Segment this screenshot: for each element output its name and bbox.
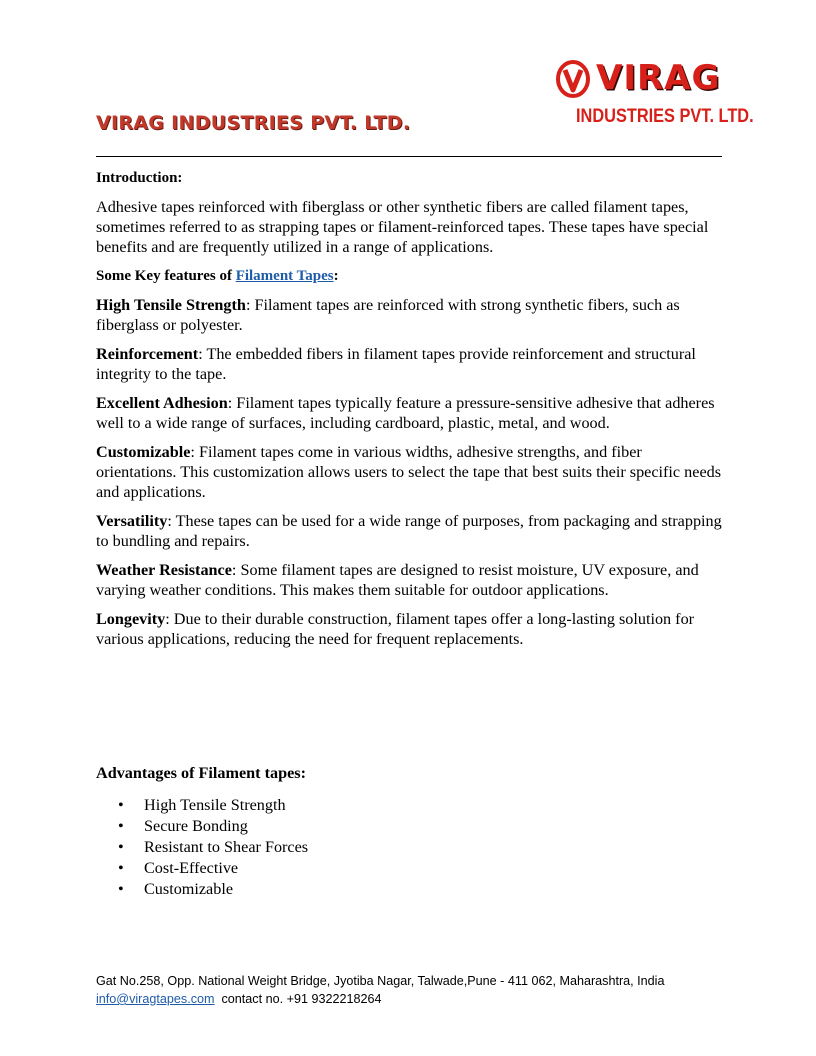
- key-features-prefix: Some Key features of: [96, 268, 236, 284]
- company-title: VIRAG INDUSTRIES PVT. LTD.: [96, 112, 411, 134]
- list-item: [118, 858, 308, 879]
- feature-text: : Filament tapes come in various widths, adhesive strengths, and fiber orientations. This customization allows users to select the tape that best suits their specific needs and applications.: [96, 443, 722, 501]
- intro-paragraph: Adhesive tapes reinforced with fiberglass or other synthetic fibers are called filament tapes, sometimes referred to as strapping tapes or filament-reinforced tapes. These tapes have special benefits and are frequently utilized in a range of applications.: [96, 198, 709, 256]
- feature-item: [96, 295, 722, 335]
- page-footer: [96, 972, 664, 1008]
- bullet-icon: •: [118, 817, 124, 835]
- logo-subtitle: INDUSTRIES PVT. LTD.: [576, 106, 754, 127]
- feature-text: : Some filament tapes are designed to resist moisture, UV exposure, and varying weather conditions. This makes them suitable for outdoor applications.: [96, 561, 699, 599]
- advantages-list: [118, 795, 308, 900]
- main-content: [96, 168, 722, 649]
- feature-term: Customizable: [96, 443, 191, 461]
- feature-item: [96, 393, 722, 433]
- bullet-icon: •: [118, 796, 124, 814]
- footer-contact: contact no. +91 9322218264: [214, 992, 382, 1006]
- advantage-text: Customizable: [144, 880, 234, 898]
- footer-address: Gat No.258, Opp. National Weight Bridge, Jyotiba Nagar, Talwade,Pune - 411 062, Maharashtra, India: [96, 974, 665, 988]
- feature-term: Reinforcement: [96, 345, 199, 363]
- logo-emblem-icon: [556, 60, 590, 98]
- advantages-heading: Advantages of Filament tapes:: [96, 764, 306, 782]
- company-logo: [552, 58, 754, 134]
- advantage-text: Secure Bonding: [144, 817, 248, 835]
- feature-term: Weather Resistance: [96, 561, 232, 579]
- bullet-icon: •: [118, 859, 124, 877]
- feature-item: [96, 344, 722, 384]
- feature-text: : Due to their durable construction, filament tapes offer a long-lasting solution for various applications, reducing the need for frequent replacements.: [96, 610, 695, 648]
- feature-term: Excellent Adhesion: [96, 394, 228, 412]
- key-features-heading: [96, 266, 722, 286]
- feature-term: High Tensile Strength: [96, 296, 246, 314]
- feature-text: : Filament tapes typically feature a pressure-sensitive adhesive that adheres well to a wide range of surfaces, including cardboard, plastic, metal, and wood.: [96, 394, 715, 432]
- list-item: [118, 816, 308, 837]
- bullet-icon: •: [118, 838, 124, 856]
- advantage-text: Resistant to Shear Forces: [144, 838, 309, 856]
- feature-term: Versatility: [96, 512, 168, 530]
- feature-item: [96, 609, 722, 649]
- key-features-suffix: :: [333, 268, 339, 284]
- feature-text: : The embedded fibers in filament tapes provide reinforcement and structural integrity to the tape.: [96, 345, 696, 383]
- footer-contact-line: [96, 990, 664, 1008]
- advantage-text: Cost-Effective: [144, 859, 239, 877]
- list-item: [118, 795, 308, 816]
- feature-term: Longevity: [96, 610, 166, 628]
- header-divider: [96, 156, 722, 157]
- intro-heading: Introduction:: [96, 170, 183, 186]
- bullet-icon: •: [118, 880, 124, 898]
- list-item: [118, 879, 308, 900]
- email-link[interactable]: info@viragtapes.com: [96, 992, 215, 1006]
- feature-text: : Filament tapes are reinforced with strong synthetic fibers, such as fiberglass or polyester.: [96, 296, 680, 334]
- feature-item: [96, 511, 722, 551]
- feature-text: : These tapes can be used for a wide range of purposes, from packaging and strapping to bundling and repairs.: [96, 512, 722, 550]
- advantage-text: High Tensile Strength: [144, 796, 286, 814]
- logo-brand-text: VIRAG: [596, 58, 721, 98]
- filament-tapes-link[interactable]: Filament Tapes: [235, 268, 334, 284]
- feature-item: [96, 442, 722, 502]
- feature-item: [96, 560, 722, 600]
- list-item: [118, 837, 308, 858]
